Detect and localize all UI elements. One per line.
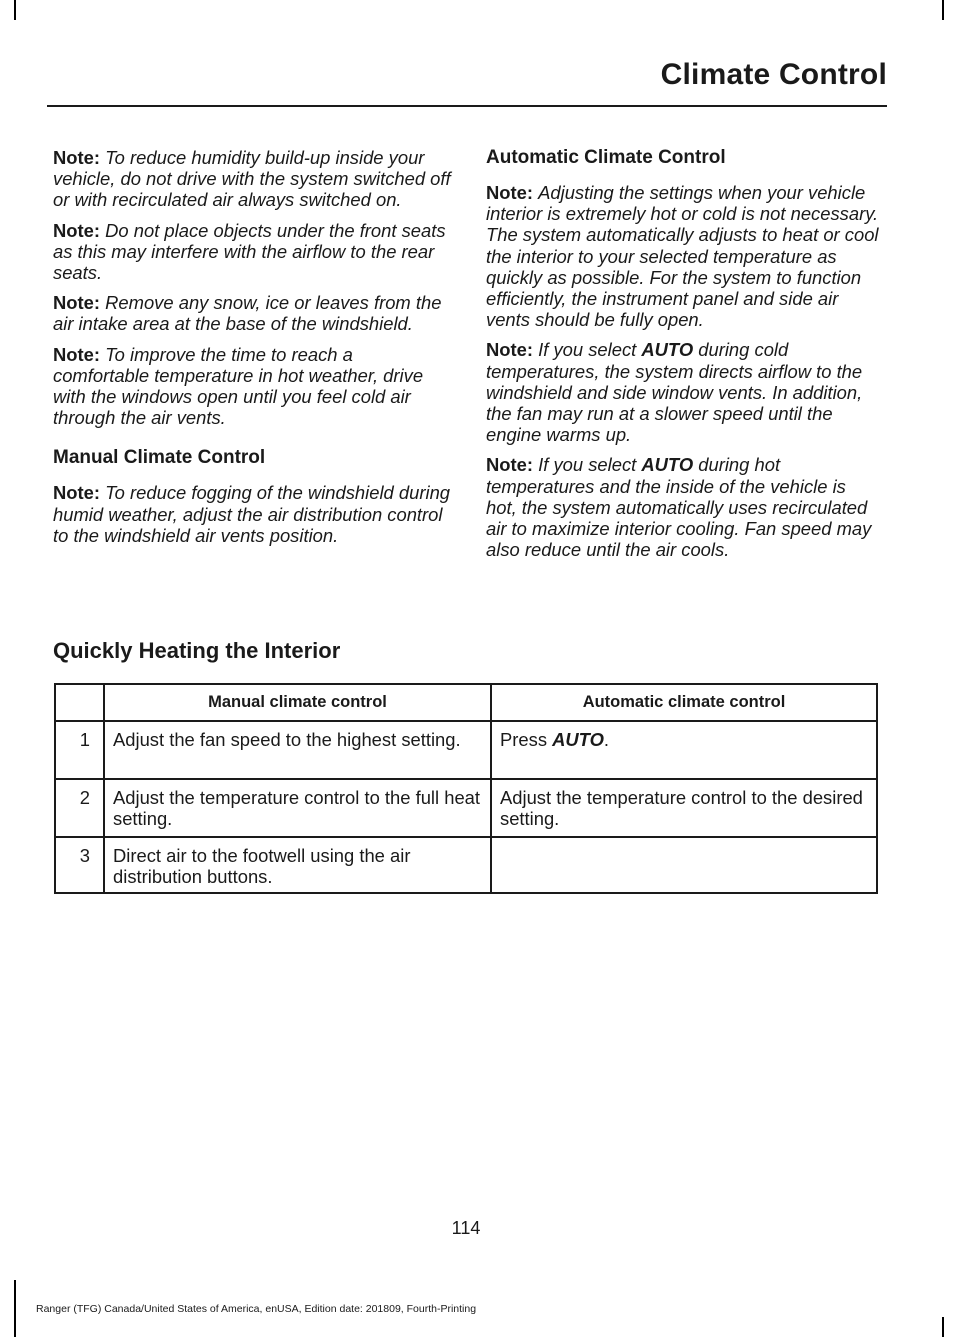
table-header-automatic: Automatic climate control [491, 684, 877, 721]
table-header-row [55, 684, 877, 721]
note-label: Note: [53, 292, 100, 314]
note-paragraph [486, 454, 881, 560]
note-text: during hot temperatures and the inside of the vehicle is hot, the system automatically uses recirculated air to maximize interior cooling. Fan speed may also reduce until the air cools. [486, 454, 872, 561]
table-row [55, 779, 877, 837]
table-header-manual: Manual climate control [104, 684, 491, 721]
note-paragraph [53, 147, 453, 211]
note-text: during cold temperatures, the system directs airflow to the windshield and side window vents. In addition, the fan may run at a slower speed until the engine warms up. [486, 339, 863, 446]
note-paragraph [486, 339, 881, 445]
manual-step: Adjust the fan speed to the highest setting. [104, 721, 491, 779]
note-text: Do not place objects under the front seats as this may interfere with the airflow to the rear seats. [53, 219, 446, 284]
heating-steps-table [54, 683, 878, 894]
automatic-step [491, 721, 877, 779]
note-paragraph [486, 182, 881, 330]
automatic-step-text: Press [500, 729, 553, 750]
note-label: Note: [53, 482, 100, 504]
automatic-climate-heading: Automatic Climate Control [486, 147, 726, 168]
table-row [55, 721, 877, 779]
right-column [486, 147, 881, 569]
auto-keyword: AUTO [641, 339, 694, 361]
auto-keyword: AUTO [552, 729, 604, 750]
step-number: 3 [55, 837, 104, 893]
automatic-step-text: . [603, 729, 610, 750]
header-divider [47, 105, 887, 107]
note-text: To reduce humidity build-up inside your vehicle, do not drive with the system switched off or with recirculated air always switched on. [53, 147, 451, 211]
page-number: 114 [451, 1218, 481, 1238]
step-number: 1 [55, 721, 104, 779]
section-heading: Quickly Heating the Interior [53, 638, 341, 663]
crop-mark-top-left [14, 0, 16, 20]
note-label: Note: [486, 339, 533, 361]
manual-step: Adjust the temperature control to the full heat setting. [104, 779, 491, 837]
note-label: Note: [486, 182, 533, 203]
note-label: Note: [53, 219, 100, 241]
note-paragraph [53, 344, 453, 429]
page-title: Climate Control [660, 58, 887, 91]
manual-climate-heading: Manual Climate Control [53, 447, 266, 469]
note-paragraph [53, 482, 453, 546]
note-label: Note: [486, 454, 533, 476]
note-paragraph [53, 292, 453, 334]
crop-mark-bottom-right [942, 1317, 944, 1337]
step-number: 2 [55, 779, 104, 837]
note-text: To improve the time to reach a comfortable temperature in hot weather, drive with the windows open until you feel cold air through the air vents. [53, 343, 424, 429]
manual-step: Direct air to the footwell using the air distribution buttons. [104, 837, 491, 893]
table-row [55, 837, 877, 893]
note-label: Note: [53, 343, 100, 365]
auto-keyword: AUTO [641, 454, 694, 476]
note-text: To reduce fogging of the windshield during humid weather, adjust the air distribution control to the windshield air vents position. [53, 482, 451, 546]
note-text: Adjusting the settings when your vehicle interior is extremely hot or cold is not necessary. The system automatically adjusts to heat or cool the interior to your selected temperature as quickly as possible. For the system to function efficiently, the instrument panel and side air vents should be fully open. [486, 182, 879, 331]
crop-mark-bottom-left [14, 1280, 16, 1337]
table-header-blank [55, 684, 104, 721]
left-column [53, 147, 453, 555]
note-label: Note: [53, 147, 100, 168]
automatic-step: Adjust the temperature control to the desired setting. [491, 779, 877, 837]
note-text: If you select [538, 454, 642, 476]
note-paragraph [53, 220, 453, 284]
edition-footer: Ranger (TFG) Canada/United States of America, enUSA, Edition date: 201809, Fourth-Printing [36, 1303, 477, 1315]
automatic-step [491, 837, 877, 893]
crop-mark-top-right [942, 0, 944, 20]
note-text: If you select [538, 339, 642, 361]
note-text: Remove any snow, ice or leaves from the air intake area at the base of the windshield. [53, 292, 442, 335]
